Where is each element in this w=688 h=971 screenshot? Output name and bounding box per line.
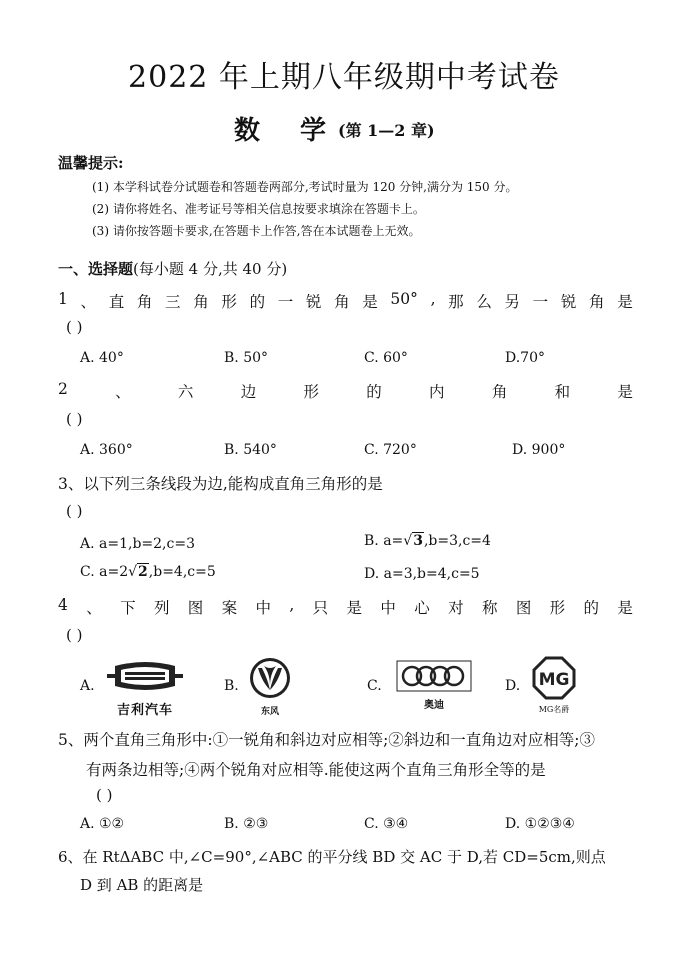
q2-part: 边	[240, 383, 257, 401]
question-5-line-1: 5、两个直角三角形中:①一锐角和斜边对应相等;②斜边和一直角边对应相等;③	[58, 731, 596, 749]
sqrt-symbol: √2	[128, 564, 148, 580]
question-6-line-1: 6、在 RtΔABC 中,∠C=90°,∠ABC 的平分线 BD 交 AC 于 D,若 CD=5cm,则点	[58, 848, 606, 866]
option-c	[80, 564, 216, 580]
q1-part: 角	[136, 293, 153, 311]
option-d: D. a=3,b=4,c=5	[364, 566, 480, 582]
geely-logo-image	[105, 660, 185, 718]
q4-part: 列	[153, 599, 170, 617]
q1-part: 另	[504, 293, 521, 311]
option-a: A. ①②	[80, 816, 125, 832]
answer-blank: ( )	[66, 502, 83, 520]
q1-part: 1	[58, 290, 68, 308]
question-2-stem	[58, 380, 633, 402]
q4-part: 中	[380, 599, 396, 617]
question-4-stem	[58, 596, 633, 618]
q2-part: 形	[303, 383, 319, 401]
q2-part: 2	[58, 380, 68, 398]
tips-heading: 温馨提示:	[58, 154, 124, 172]
mg-octagon-icon	[532, 656, 576, 700]
q4-part: 只	[312, 599, 329, 617]
q2-part: 六	[177, 383, 194, 401]
question-6-line-2: D 到 AB 的距离是	[80, 876, 204, 894]
audi-logo-text: 奥迪	[424, 700, 444, 711]
option-text: ,b=3,c=4	[423, 533, 491, 549]
q2-part: 的	[366, 383, 382, 401]
q1-part: 50°	[390, 290, 418, 308]
q1-part: 形	[221, 293, 237, 311]
q4-part: 的	[583, 599, 600, 617]
option-text: ,b=4,c=5	[148, 564, 216, 580]
dongfeng-emblem-icon	[248, 656, 292, 700]
q4-part: 下	[120, 599, 136, 617]
q1-part: 锐	[560, 293, 577, 311]
tip-item: (2) 请你将姓名、准考证号等相关信息按要求填涂在答题卡上。	[92, 202, 425, 216]
option-d: D. 900°	[512, 442, 566, 458]
svg-text:MG: MG	[538, 670, 570, 690]
subject-title: 数学	[234, 116, 367, 146]
q1-part: 锐	[305, 293, 322, 311]
q4-part: 图	[187, 599, 204, 617]
audi-logo-image	[396, 660, 474, 716]
option-text: B. a=	[364, 533, 404, 549]
q4-part: 4	[58, 596, 68, 614]
option-b: B. ②③	[224, 816, 269, 832]
tip-item: (1) 本学科试卷分试题卷和答题卷两部分,考试时量为 120 分钟,满分为 150 分。	[92, 180, 518, 194]
option-b: B. 50°	[224, 350, 269, 366]
option-c: C. 60°	[364, 350, 408, 366]
option-c: C. 720°	[364, 442, 417, 458]
geely-emblem-icon	[105, 660, 185, 694]
q1-part: 的	[249, 293, 266, 311]
section-heading	[58, 258, 287, 279]
q4-part: 对	[448, 599, 464, 617]
q2-part: 角	[491, 383, 508, 401]
option-a: A. a=1,b=2,c=3	[80, 536, 195, 552]
q1-part: 一	[532, 293, 549, 311]
tip-item: (3) 请你按答题卡要求,在答题卡上作答,答在本试题卷上无效。	[92, 224, 421, 238]
q1-part: 三	[165, 293, 181, 311]
audi-rings-icon	[396, 660, 472, 692]
q1-part: 那	[448, 293, 464, 311]
option-d: D.	[505, 678, 521, 694]
q4-part: 心	[414, 599, 430, 617]
q1-part: 、	[80, 293, 97, 311]
option-b	[364, 533, 491, 549]
option-c: C.	[367, 678, 382, 694]
radicand: 2	[138, 564, 148, 580]
section-title: 一、选择题	[58, 260, 134, 278]
q4-part: 称	[481, 599, 498, 617]
q2-part: 、	[115, 383, 131, 401]
q4-part: 中	[255, 599, 272, 617]
option-d: D.70°	[505, 350, 545, 366]
question-3-stem: 3、以下列三条线段为边,能构成直角三角形的是	[58, 475, 383, 493]
section-note: (每小题 4 分,共 40 分)	[133, 260, 288, 278]
q1-part: 角	[589, 293, 605, 311]
q1-part: 是	[617, 293, 633, 311]
q4-part: 案	[221, 599, 238, 617]
answer-blank: ( )	[96, 786, 113, 804]
q1-part: 一	[277, 293, 294, 311]
q1-part: 角	[334, 293, 350, 311]
radicand: 3	[413, 533, 423, 549]
q2-part: 是	[617, 383, 633, 401]
option-a: A. 40°	[80, 350, 124, 366]
q4-part: 图	[515, 599, 532, 617]
option-text: C. a=2	[80, 564, 129, 580]
q4-part: 是	[346, 599, 363, 617]
q1-part: 角	[193, 293, 209, 311]
option-a: A. 360°	[80, 442, 133, 458]
q1-part: 么	[476, 293, 492, 311]
q2-part: 和	[554, 383, 571, 401]
dongfeng-logo-image	[248, 656, 296, 716]
answer-blank: ( )	[66, 318, 83, 336]
q1-part: 是	[362, 293, 378, 311]
answer-blank: ( )	[66, 410, 83, 428]
question-5-line-2: 有两条边相等;④两个锐角对应相等.能使这两个直角三角形全等的是	[86, 761, 546, 779]
exam-title: 2022 年上期八年级期中考试卷	[128, 60, 560, 95]
option-b: B.	[224, 678, 239, 694]
q1-part: 直	[108, 293, 125, 311]
q4-part: 是	[617, 599, 633, 617]
sqrt-symbol: √3	[403, 533, 423, 549]
dongfeng-logo-text: 东风	[260, 707, 279, 717]
answer-blank: ( )	[66, 626, 83, 644]
question-1-stem	[58, 290, 633, 312]
q4-part: 、	[86, 599, 102, 617]
mg-logo-image	[532, 656, 580, 716]
q4-part: ,	[289, 596, 295, 614]
q2-part: 内	[429, 383, 445, 401]
q4-part: 形	[549, 599, 566, 617]
geely-logo-text: 吉利汽车	[116, 703, 173, 718]
option-c: C. ③④	[364, 816, 409, 832]
option-b: B. 540°	[224, 442, 277, 458]
chapter-range: (第 1—2 章)	[338, 121, 435, 140]
option-d: D. ①②③④	[505, 816, 575, 832]
mg-logo-text: MG名爵	[538, 705, 570, 714]
option-a: A.	[80, 678, 95, 694]
q1-part: ,	[430, 290, 436, 308]
